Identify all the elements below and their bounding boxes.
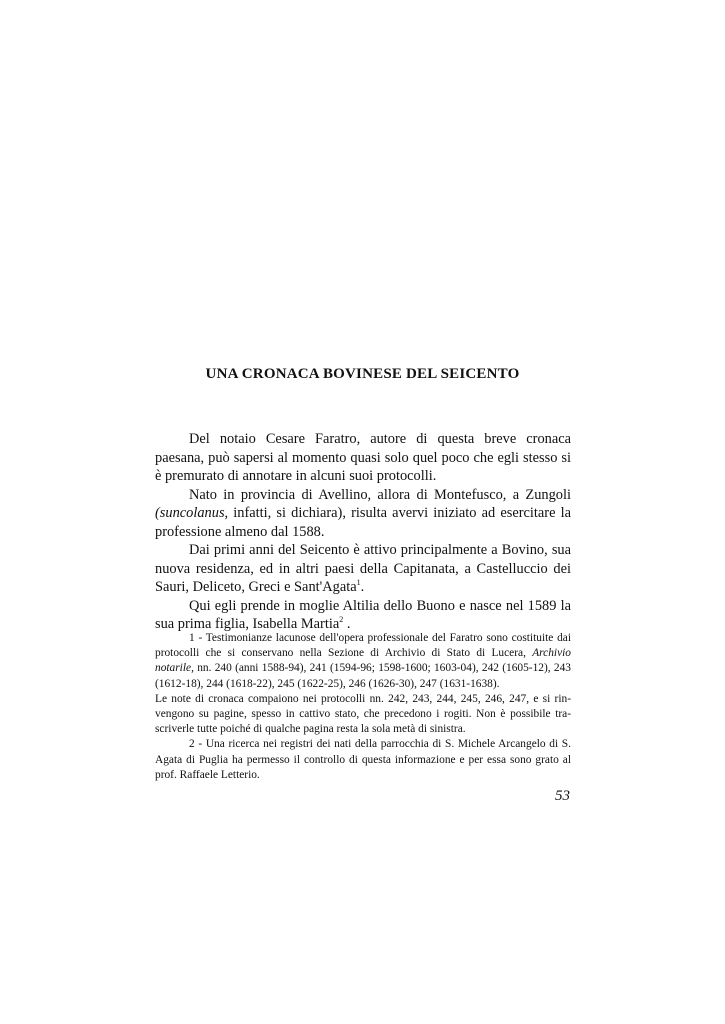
paragraph-3	[155, 541, 571, 597]
footnote-1	[155, 631, 571, 692]
footnotes	[155, 631, 571, 783]
page-number: 53	[555, 788, 570, 804]
footnote-ref-2[interactable]: 2	[339, 615, 344, 625]
paragraph-3-end: .	[360, 579, 365, 595]
footnote-1-text-a: 1 - Testimonianze lacunose dell'opera professionale del Faratro sono costituite dai protocolli che si conservano nella Sezione di Archivio di Stato di Lucera,	[155, 632, 571, 660]
paragraph-2-italic: (suncolanus,	[155, 505, 229, 521]
paragraph-1: Del notaio Cesare Faratro, autore di questa breve cronaca paesana, può sapersi al momento quasi solo quel poco che egli stesso si è premurato di annotare in alcuni suoi protocolli.	[155, 431, 571, 484]
paragraph-4	[155, 597, 571, 634]
paragraph-4-end: .	[343, 616, 351, 632]
paragraph-2-text-a: Nato in provincia di Avellino, allora di Montefusco, a Zungoli	[189, 486, 571, 503]
footnote-1-italic: Archivio notarile,	[155, 647, 571, 675]
paragraph-2	[155, 486, 571, 542]
chapter-title: UNA CRONACA BOVINESE DEL SEICENTO	[205, 366, 520, 382]
paragraph-3-text: Dai primi anni del Seicento è attivo principalmente a Bovino, sua nuova residenza, ed in altri paesi della Capitanata, a Castelluccio dei Sauri, Deliceto, Greci e Sant'Agata	[155, 542, 571, 595]
body-text	[155, 430, 571, 634]
paragraph-4-text: Qui egli prende in moglie Altilia dello Buono e nasce nel 1589 la sua prima figlia, Isabella Martia	[155, 597, 571, 632]
footnote-2: 2 - Una ricerca nei registri dei nati della parrocchia di S. Michele Arcangelo di S. Agata di Puglia ha permesso il controllo di questa informazione e per essa sono grato al prof. Raffaele Letterio.	[155, 738, 571, 781]
footnote-1-continuation: Le note di cronaca compaiono nei protocolli nn. 242, 243, 244, 245, 246, 247, e si rin-vengono su pagine, spesso in cattivo stato, che precedono i rogiti. Non è possibile tra-scriverle tutte poiché di qualche pagina resta la sola metà di sinistra.	[155, 692, 571, 736]
footnote-1-text-b: nn. 240 (anni 1588-94), 241 (1594-96; 1598-1600; 1603-04), 242 (1605-12), 243 (1612-18), 244 (1618-22), 245 (1622-25), 246 (1626-30), 247 (1631-1638).	[155, 662, 571, 690]
footnote-ref-1[interactable]: 1	[356, 578, 361, 588]
paragraph-2-text-b: infatti, si dichiara), risulta avervi iniziato ad esercitare la professione almeno dal 1588.	[155, 505, 571, 540]
